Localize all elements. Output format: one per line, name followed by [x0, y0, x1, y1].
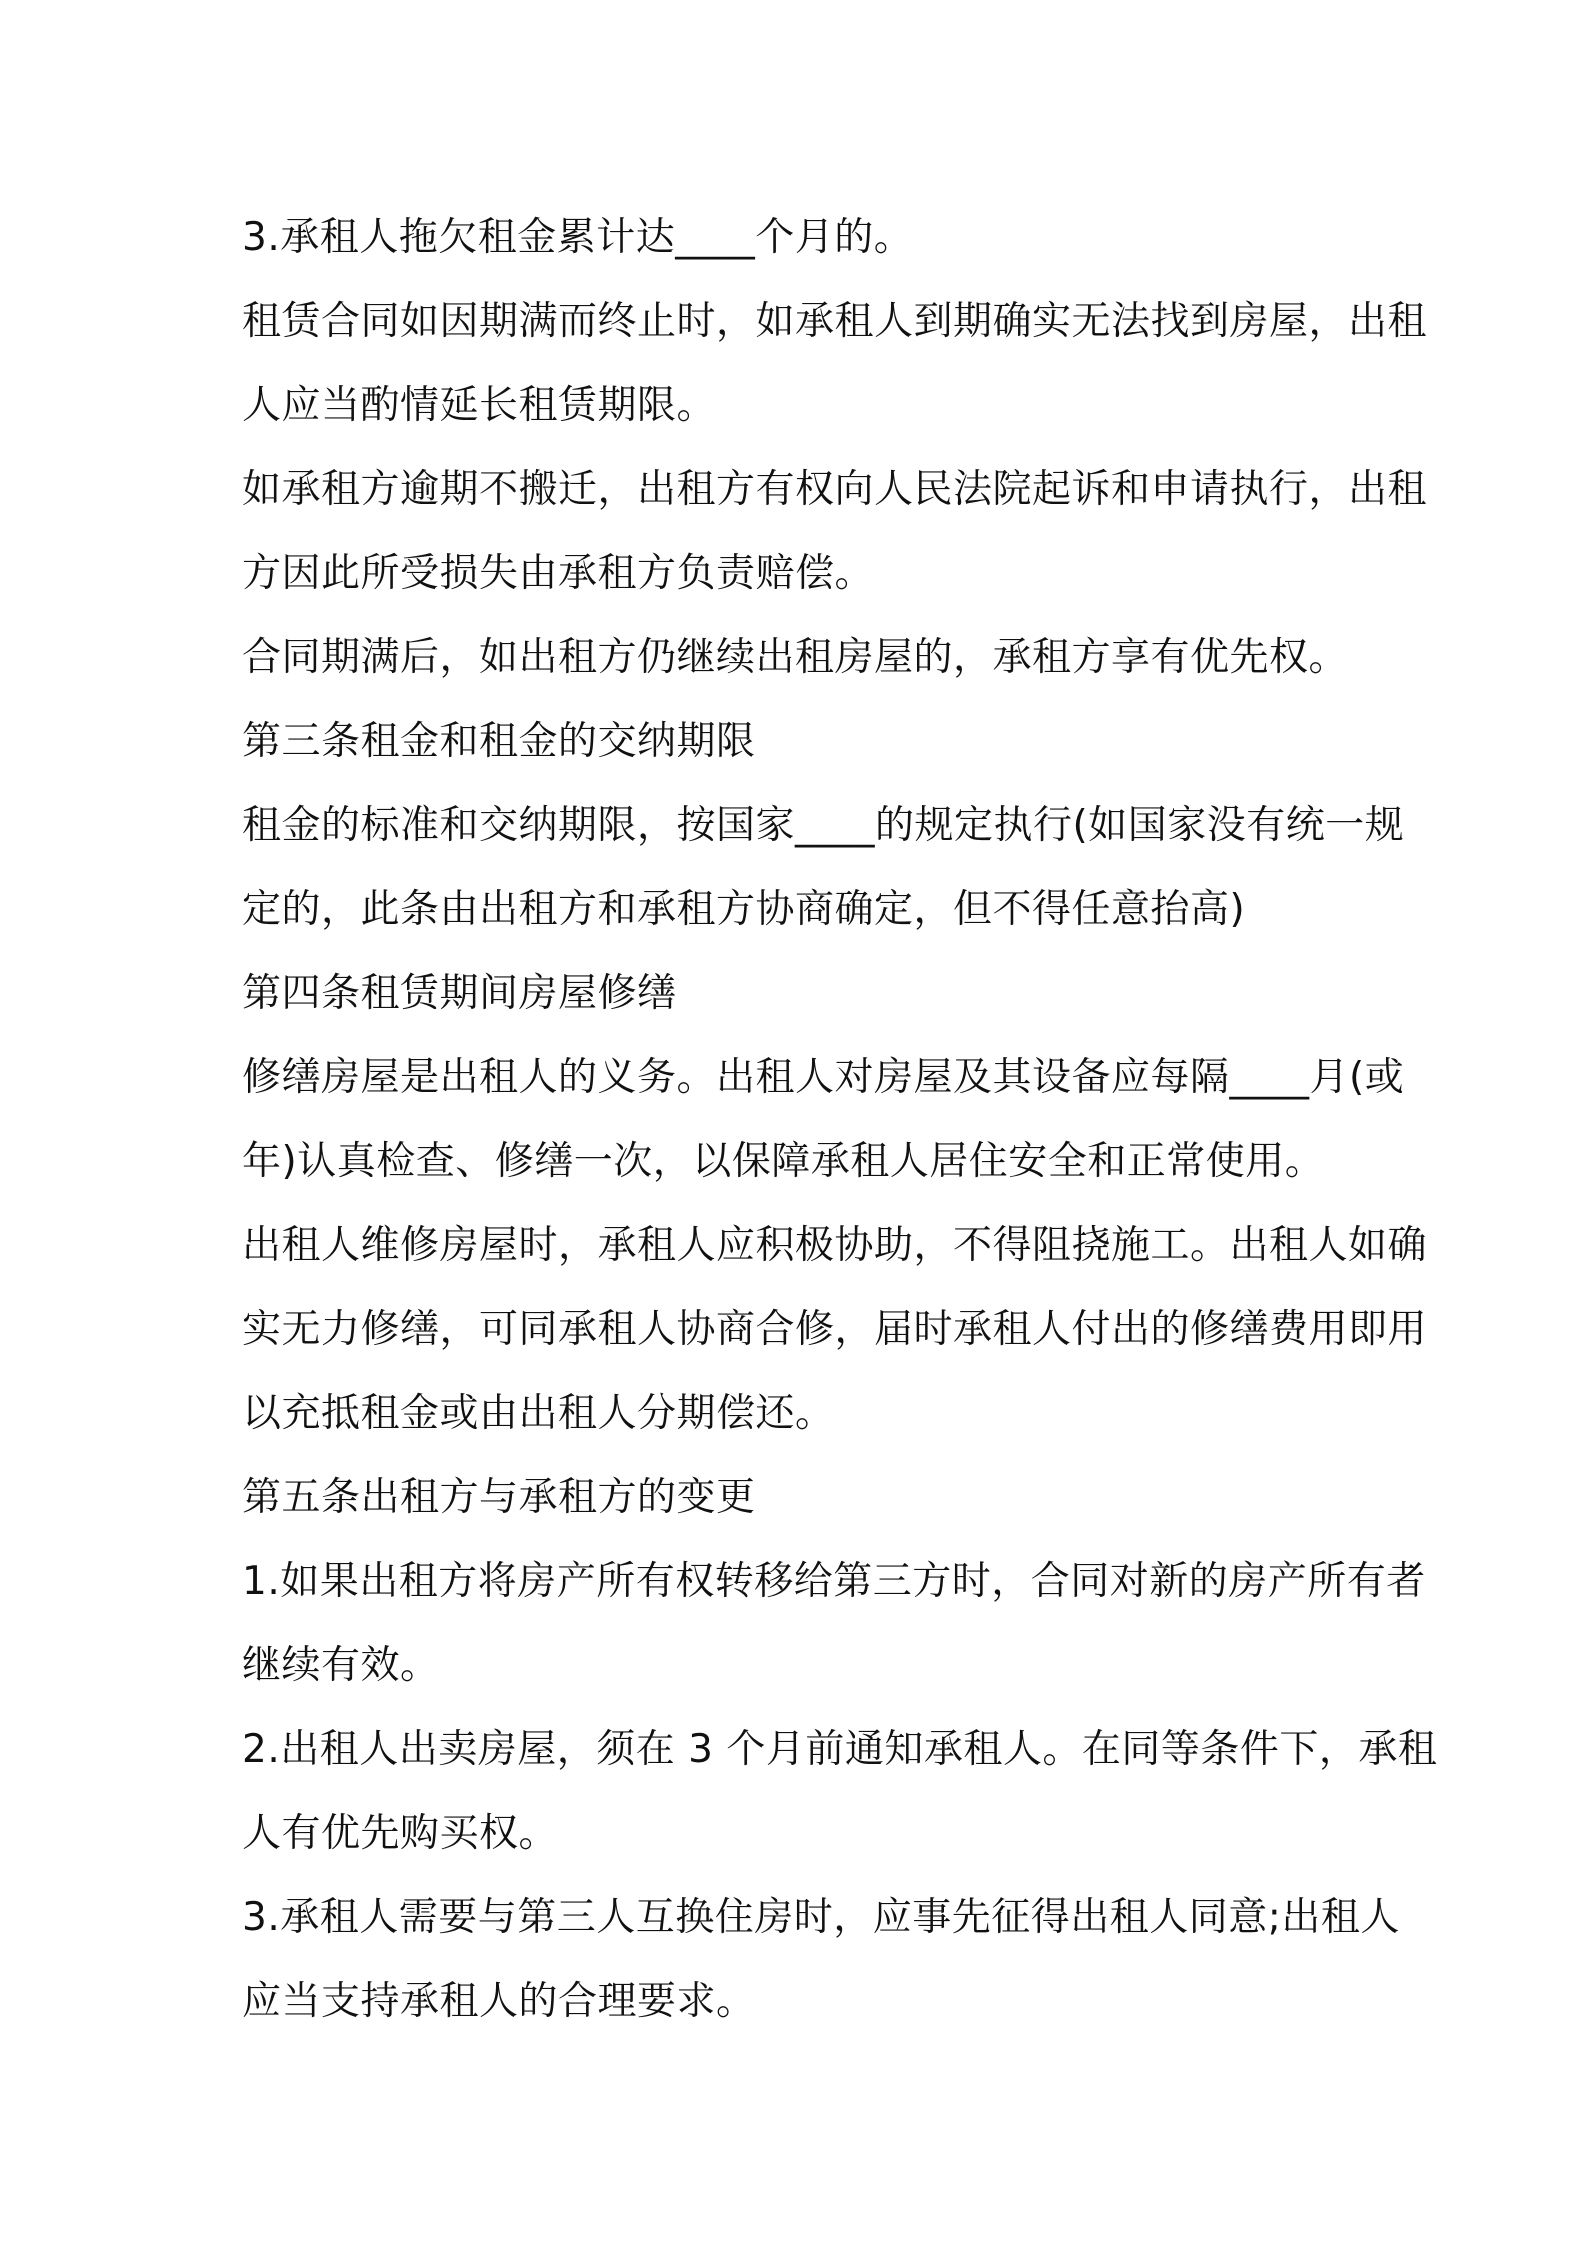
section-heading: 第五条出租方与承租方的变更: [242, 1475, 756, 1520]
text-line: 年)认真检查、修缮一次，以保障承租人居住安全和正常使用。: [242, 1139, 1325, 1184]
text-line: 应当支持承租人的合理要求。: [242, 1979, 756, 2024]
text-line: 人应当酌情延长租赁期限。: [242, 383, 717, 428]
text-line: 人有优先购买权。: [242, 1811, 559, 1856]
text-line: 租金的标准和交纳期限，按国家____的规定执行(如国家没有统一规: [242, 803, 1405, 848]
section-heading: 第三条租金和租金的交纳期限: [242, 719, 756, 764]
text-line: 实无力修缮，可同承租人协商合修，届时承租人付出的修缮费用即用: [242, 1307, 1428, 1352]
section-heading: 第四条租赁期间房屋修缮: [242, 971, 677, 1016]
document-body: [242, 196, 1438, 2044]
text-line: 租赁合同如因期满而终止时，如承租人到期确实无法找到房屋，出租: [242, 299, 1428, 344]
text-line: 出租人维修房屋时，承租人应积极协助，不得阻挠施工。出租人如确: [242, 1223, 1428, 1268]
text-line: 合同期满后，如出租方仍继续出租房屋的，承租方享有优先权。: [242, 635, 1349, 680]
text-line: 2.出租人出卖房屋，须在 3 个月前通知承租人。在同等条件下，承租: [242, 1727, 1438, 1772]
text-line: 修缮房屋是出租人的义务。出租人对房屋及其设备应每隔____月(或: [242, 1055, 1405, 1100]
text-line: 如承租方逾期不搬迁，出租方有权向人民法院起诉和申请执行，出租: [242, 467, 1428, 512]
text-line: 以充抵租金或由出租人分期偿还。: [242, 1391, 835, 1436]
text-line: 1.如果出租方将房产所有权转移给第三方时，合同对新的房产所有者: [242, 1559, 1426, 1604]
text-line: 3.承租人拖欠租金累计达____个月的。: [242, 215, 914, 260]
text-line: 定的，此条由出租方和承租方协商确定，但不得任意抬高): [242, 887, 1246, 932]
text-line: 继续有效。: [242, 1643, 440, 1688]
text-line: 方因此所受损失由承租方负责赔偿。: [242, 551, 875, 596]
text-line: 3.承租人需要与第三人互换住房时，应事先征得出租人同意;出租人: [242, 1895, 1400, 1940]
